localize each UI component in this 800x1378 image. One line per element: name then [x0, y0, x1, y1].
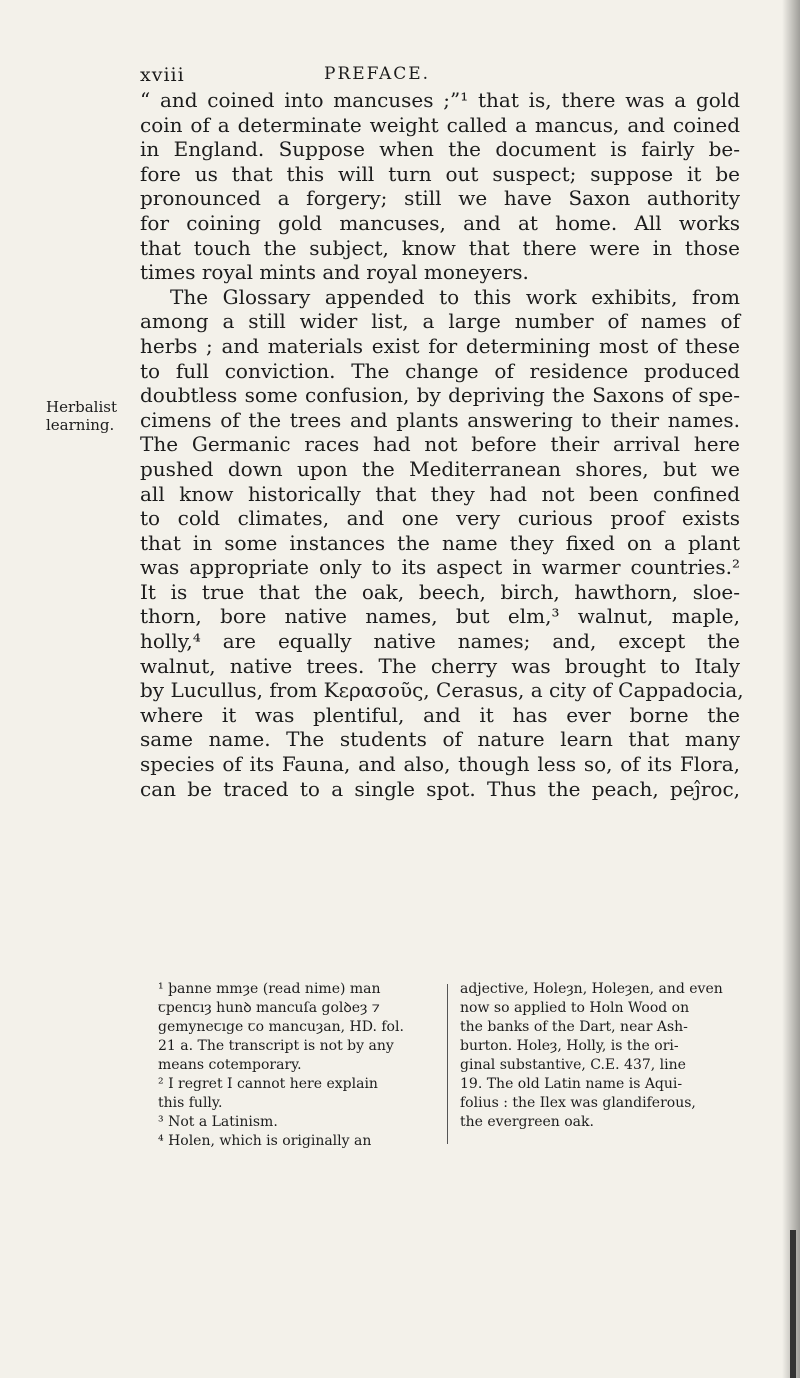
body-text	[140, 88, 744, 801]
footnote-line: ginal substantive, C.E. 437, line	[460, 1057, 686, 1073]
text-line: coin of a determinate weight called a mancus, and coined	[140, 112, 740, 137]
margin-note-line: learning.	[46, 416, 115, 434]
footnote-line: 19. The old Latin name is Aqui-	[460, 1076, 683, 1092]
footnote-column-divider	[447, 984, 448, 1144]
text-line: to full conviction. The change of residence produced	[140, 358, 740, 383]
text-line: that in some instances the name they fixed on a plant	[140, 530, 740, 555]
text-line: The Germanic races had not before their arrival here	[140, 432, 740, 457]
text-line: holly,⁴ are equally native names; and, except the	[140, 629, 740, 654]
page-edge-shadow	[782, 0, 800, 1378]
text-line: among a still wider list, a large number of names of	[140, 309, 740, 334]
text-line: thorn, bore native names, but elm,³ walnut, maple,	[140, 604, 740, 629]
footnote-line: 21 a. The transcript is not by any	[158, 1038, 394, 1054]
text-line: The Glossary appended to this work exhibits, from	[170, 284, 740, 309]
text-line: to cold climates, and one very curious proof exists	[140, 506, 740, 531]
text-line: pushed down upon the Mediterranean shores, but we	[140, 456, 740, 481]
footnote-line: ¹ þanne mmȝe (read nime) man	[158, 981, 381, 997]
text-line: times royal mints and royal moneyers.	[140, 260, 529, 285]
text-line: doubtless some confusion, by depriving the Saxons of spe-	[140, 383, 740, 408]
text-line: pronounced a forgery; still we have Saxon authority	[140, 186, 740, 211]
footnotes-right-column	[460, 980, 750, 1132]
text-line: same name. The students of nature learn that many	[140, 727, 740, 752]
footnote-line: burton. Holeȝ, Holly, is the ori-	[460, 1038, 679, 1054]
footnote-line: now so applied to Holn Wood on	[460, 1000, 690, 1016]
text-line: species of its Fauna, and also, though less so, of its Flora,	[140, 752, 740, 777]
footnote-line: this fully.	[158, 1095, 223, 1111]
footnote-line: the evergreen oak.	[460, 1114, 594, 1130]
page-header	[140, 60, 730, 90]
text-line: that touch the subject, know that there were in those	[140, 235, 740, 260]
footnote-line: adjective, Holeȝn, Holeȝen, and even	[460, 981, 723, 997]
text-line: herbs ; and materials exist for determining most of these	[140, 333, 740, 358]
margin-note	[46, 398, 138, 434]
footnote-line: folius : the Ilex was glandiferous,	[460, 1095, 696, 1111]
text-line: all know historically that they had not been confined	[140, 481, 740, 506]
text-line: fore us that this will turn out suspect; suppose it be	[140, 161, 740, 186]
text-line: It is true that the oak, beech, birch, hawthorn, sloe-	[140, 579, 740, 604]
footnotes-left-column	[158, 980, 440, 1151]
footnote-line: ⁴ Holen, which is originally an	[158, 1133, 372, 1149]
running-title: PREFACE.	[324, 64, 431, 84]
page-edge-mark	[790, 1230, 796, 1378]
margin-note-line: Herbalist	[46, 398, 117, 416]
footnote-line: ³ Not a Latinism.	[158, 1114, 278, 1130]
footnote-line: the banks of the Dart, near Ash-	[460, 1019, 688, 1035]
text-line: was appropriate only to its aspect in warmer countries.²	[140, 555, 740, 580]
footnote-line: ² I regret I cannot here explain	[158, 1076, 378, 1092]
footnote-line: ꞇpenꞇıȝ hunꝺ mancuſa golꝺeȝ ⁊	[158, 1000, 380, 1016]
text-line: where it was plentiful, and it has ever borne the	[140, 702, 740, 727]
text-line: for coining gold mancuses, and at home. All works	[140, 210, 740, 235]
text-line: in England. Suppose when the document is fairly be-	[140, 137, 740, 162]
footnote-line: gemyneꞇıge ꞇo mancuȝan, HD. fol.	[158, 1019, 404, 1035]
text-line: by Lucullus, from Κερασοῦς, Cerasus, a city of Cappadocia,	[140, 678, 744, 703]
footnote-line: means cotemporary.	[158, 1057, 302, 1073]
text-line: can be traced to a single spot. Thus the peach, peĵroc,	[140, 776, 740, 801]
text-line: walnut, native trees. The cherry was brought to Italy	[140, 653, 740, 678]
text-line: “ and coined into mancuses ;”¹ that is, there was a gold	[140, 88, 740, 112]
page-number: xviii	[140, 64, 185, 86]
text-line: cimens of the trees and plants answering to their names.	[140, 407, 740, 432]
